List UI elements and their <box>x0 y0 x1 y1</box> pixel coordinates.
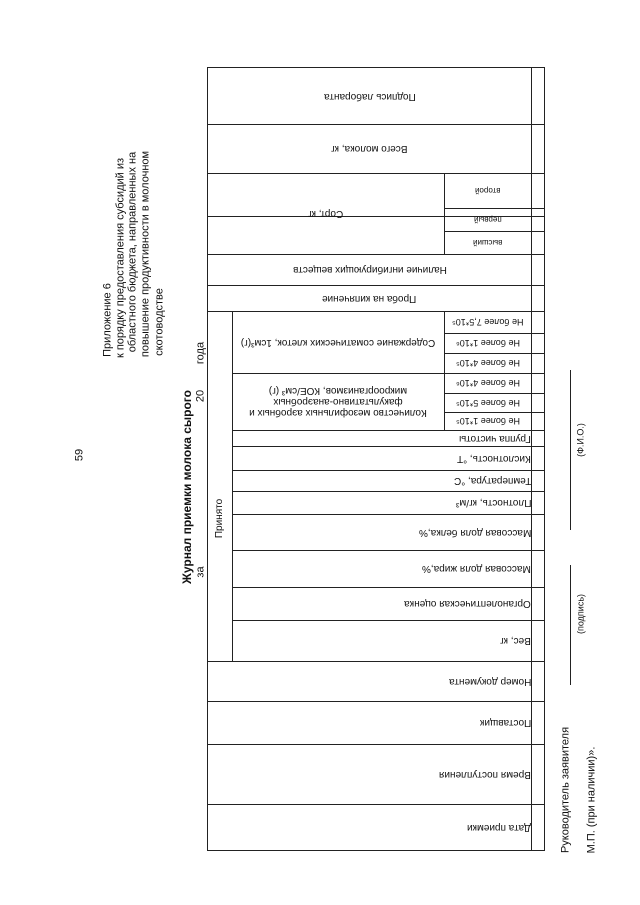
col-arrival-time: Время поступления <box>439 768 531 780</box>
grade-second: второй <box>474 186 501 195</box>
signature-caption: (подпись) <box>575 593 586 635</box>
appendix-line: областного бюджета, направленных на <box>126 151 139 353</box>
appendix-line: повышение продуктивности в молочном <box>139 150 152 358</box>
name-line <box>570 370 571 530</box>
total-header: Всего молока, кг <box>331 143 408 154</box>
stamp-note: М.П. (при наличии)». <box>585 746 598 854</box>
grade-first: первый <box>473 215 502 224</box>
table-right-strip <box>531 68 532 850</box>
col-fat: Массовая доля жира,% <box>422 563 531 574</box>
col-document-number: Номер документа <box>448 675 531 687</box>
signature-line <box>570 565 571 685</box>
accepted-header: Принято <box>214 498 226 538</box>
lab-signature-header: Подпись лаборанта <box>323 91 416 102</box>
page-number: 59 <box>73 448 86 462</box>
col-acidity: Кислотность, °Т <box>457 452 531 464</box>
col-organoleptic: Органолептическая оценка <box>404 598 531 609</box>
somatic-sub: Не более 4*10⁵ <box>455 358 520 368</box>
somatic-header: Содержание соматических клеток, 1см³(г) <box>240 336 436 348</box>
col-supplier: Поставщик <box>479 717 531 728</box>
microorg-sub: Не более 1*10⁵ <box>455 416 520 426</box>
microorg-sub: Не более 5*10⁵ <box>455 397 520 408</box>
journal-table <box>207 67 545 851</box>
microorg-header: Количество мезофильных аэробных и факультативно-анаэробных микроорганизмов, КОЕ/см³ (г) <box>249 385 427 418</box>
col-purity-group: Группа чистоты <box>459 432 531 444</box>
journal-title: Журнал приемки молока сырого <box>180 390 194 584</box>
period-suffix: года <box>194 341 207 365</box>
appendix-title: Приложение 6 <box>101 283 114 357</box>
grade-header: Сорт, кг <box>308 208 344 219</box>
name-caption: (Ф.И.О.) <box>575 423 586 457</box>
col-protein: Массовая доля белка,% <box>418 526 531 538</box>
col-density: Плотность, кг/м³ <box>455 497 531 508</box>
grade-highest: высший <box>472 238 503 247</box>
boil-test-header: Проба на кипячение <box>322 292 417 304</box>
inhibitors-header: Наличие ингибирующих веществ <box>292 264 447 275</box>
head-label: Руководитель заявителя <box>559 726 572 854</box>
somatic-sub: Не более 7,5*10⁵ <box>451 317 524 327</box>
somatic-sub: Не более 1*10⁶ <box>455 338 520 348</box>
col-acceptance-date: Дата приемки <box>467 821 531 833</box>
period-year: 20 <box>194 389 207 403</box>
appendix-line: скотоводстве <box>153 288 166 356</box>
col-temperature: Температура, °С <box>453 475 531 486</box>
col-weight: Вес, кг <box>500 635 531 646</box>
microorg-sub: Не более 4*10⁶ <box>455 378 520 388</box>
period-prefix: за <box>194 566 207 578</box>
appendix-line: к порядку предоставления субсидий из <box>114 157 127 359</box>
